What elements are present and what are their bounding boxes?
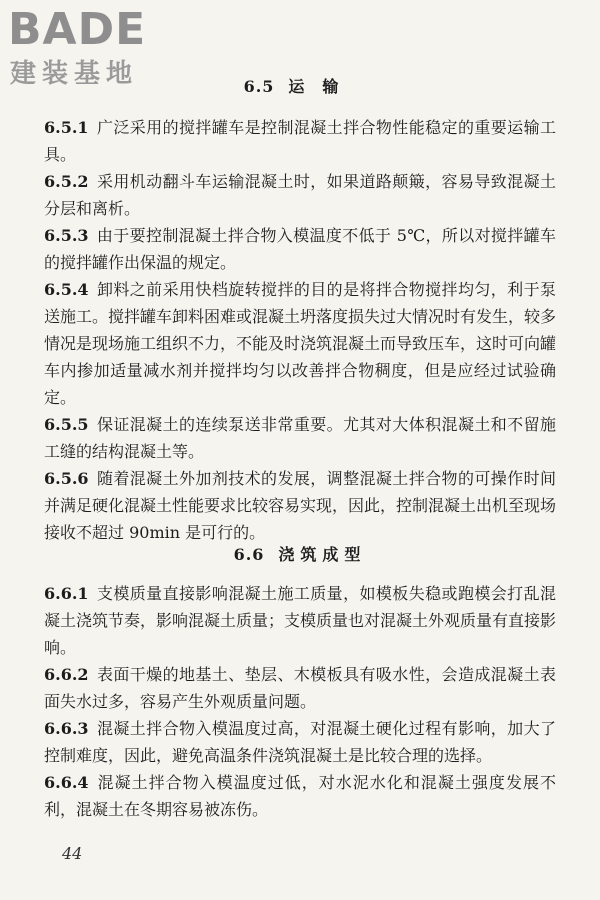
clause-6-5-1 bbox=[44, 114, 556, 168]
section-6-5-body bbox=[44, 114, 556, 546]
page-number: 44 bbox=[62, 844, 83, 863]
clause-6-6-2 bbox=[44, 661, 556, 715]
clause-text: 表面干燥的地基土、垫层、木模板具有吸水性，会造成混凝土表面失水过多，容易产生外观质量问题。 bbox=[44, 665, 556, 711]
section-title: 运输 bbox=[288, 77, 357, 96]
watermark-brand: BADE bbox=[8, 4, 147, 55]
clause-text: 卸料之前采用快档旋转搅拌的目的是将拌合物搅拌均匀，利于泵送施工。搅拌罐车卸料困难或混凝土坍落度损失过大情况时有发生，较多情况是现场施工组织不力，不能及时浇筑混凝土而导致压车，这时可向罐车内掺加适量减水剂并搅拌均匀以改善拌合物稠度，但是应经过试验确定。 bbox=[44, 280, 557, 407]
clause-6-5-2 bbox=[44, 168, 556, 222]
clause-text: 采用机动翻斗车运输混凝土时，如果道路颠簸，容易导致混凝土分层和离析。 bbox=[44, 172, 556, 218]
clause-text: 广泛采用的搅拌罐车是控制混凝土拌合物性能稳定的重要运输工具。 bbox=[44, 118, 556, 164]
clause-6-5-5 bbox=[44, 411, 556, 465]
watermark-subtitle: 建装基地 bbox=[10, 59, 139, 89]
clause-text: 混凝土拌合物入模温度过低，对水泥水化和混凝土强度发展不利，混凝土在冬期容易被冻伤。 bbox=[44, 773, 556, 819]
clause-text: 混凝土拌合物入模温度过高，对混凝土硬化过程有影响，加大了控制难度，因此，避免高温条件浇筑混凝土是比较合理的选择。 bbox=[44, 719, 556, 765]
section-6-6-body bbox=[44, 580, 556, 823]
section-number: 6.5 bbox=[243, 77, 275, 96]
clause-6-6-1 bbox=[44, 580, 556, 661]
section-number: 6.6 bbox=[233, 545, 265, 564]
clause-number: 6.5.2 bbox=[44, 172, 89, 191]
clause-number: 6.5.4 bbox=[44, 280, 89, 299]
clause-number: 6.6.3 bbox=[44, 719, 89, 738]
clause-number: 6.5.5 bbox=[44, 415, 89, 434]
clause-text: 保证混凝土的连续泵送非常重要。尤其对大体积混凝土和不留施工缝的结构混凝土等。 bbox=[44, 415, 556, 461]
clause-6-6-4 bbox=[44, 769, 556, 823]
clause-number: 6.6.2 bbox=[44, 665, 89, 684]
clause-number: 6.5.6 bbox=[44, 469, 89, 488]
section-6-6-heading bbox=[0, 542, 600, 565]
clause-6-5-6 bbox=[44, 465, 556, 546]
clause-number: 6.5.1 bbox=[44, 118, 89, 137]
clause-text: 由于要控制混凝土拌合物入模温度不低于 5℃，所以对搅拌罐车的搅拌罐作出保温的规定。 bbox=[44, 226, 556, 272]
clause-text: 随着混凝土外加剂技术的发展，调整混凝土拌合物的可操作时间并满足硬化混凝土性能要求比较容易实现，因此，控制混凝土出机至现场接收不超过 90min 是可行的。 bbox=[44, 469, 557, 542]
clause-number: 6.6.4 bbox=[44, 773, 89, 792]
clause-number: 6.6.1 bbox=[44, 584, 89, 603]
section-6-5-heading bbox=[0, 74, 600, 97]
clause-6-6-3 bbox=[44, 715, 556, 769]
clause-6-5-3 bbox=[44, 222, 556, 276]
clause-text: 支模质量直接影响混凝土施工质量，如模板失稳或跑模会打乱混凝土浇筑节奏，影响混凝土质量；支模质量也对混凝土外观质量有直接影响。 bbox=[44, 584, 557, 657]
clause-6-5-4 bbox=[44, 276, 556, 411]
section-title: 浇筑成型 bbox=[278, 545, 367, 564]
clause-number: 6.5.3 bbox=[44, 226, 89, 245]
